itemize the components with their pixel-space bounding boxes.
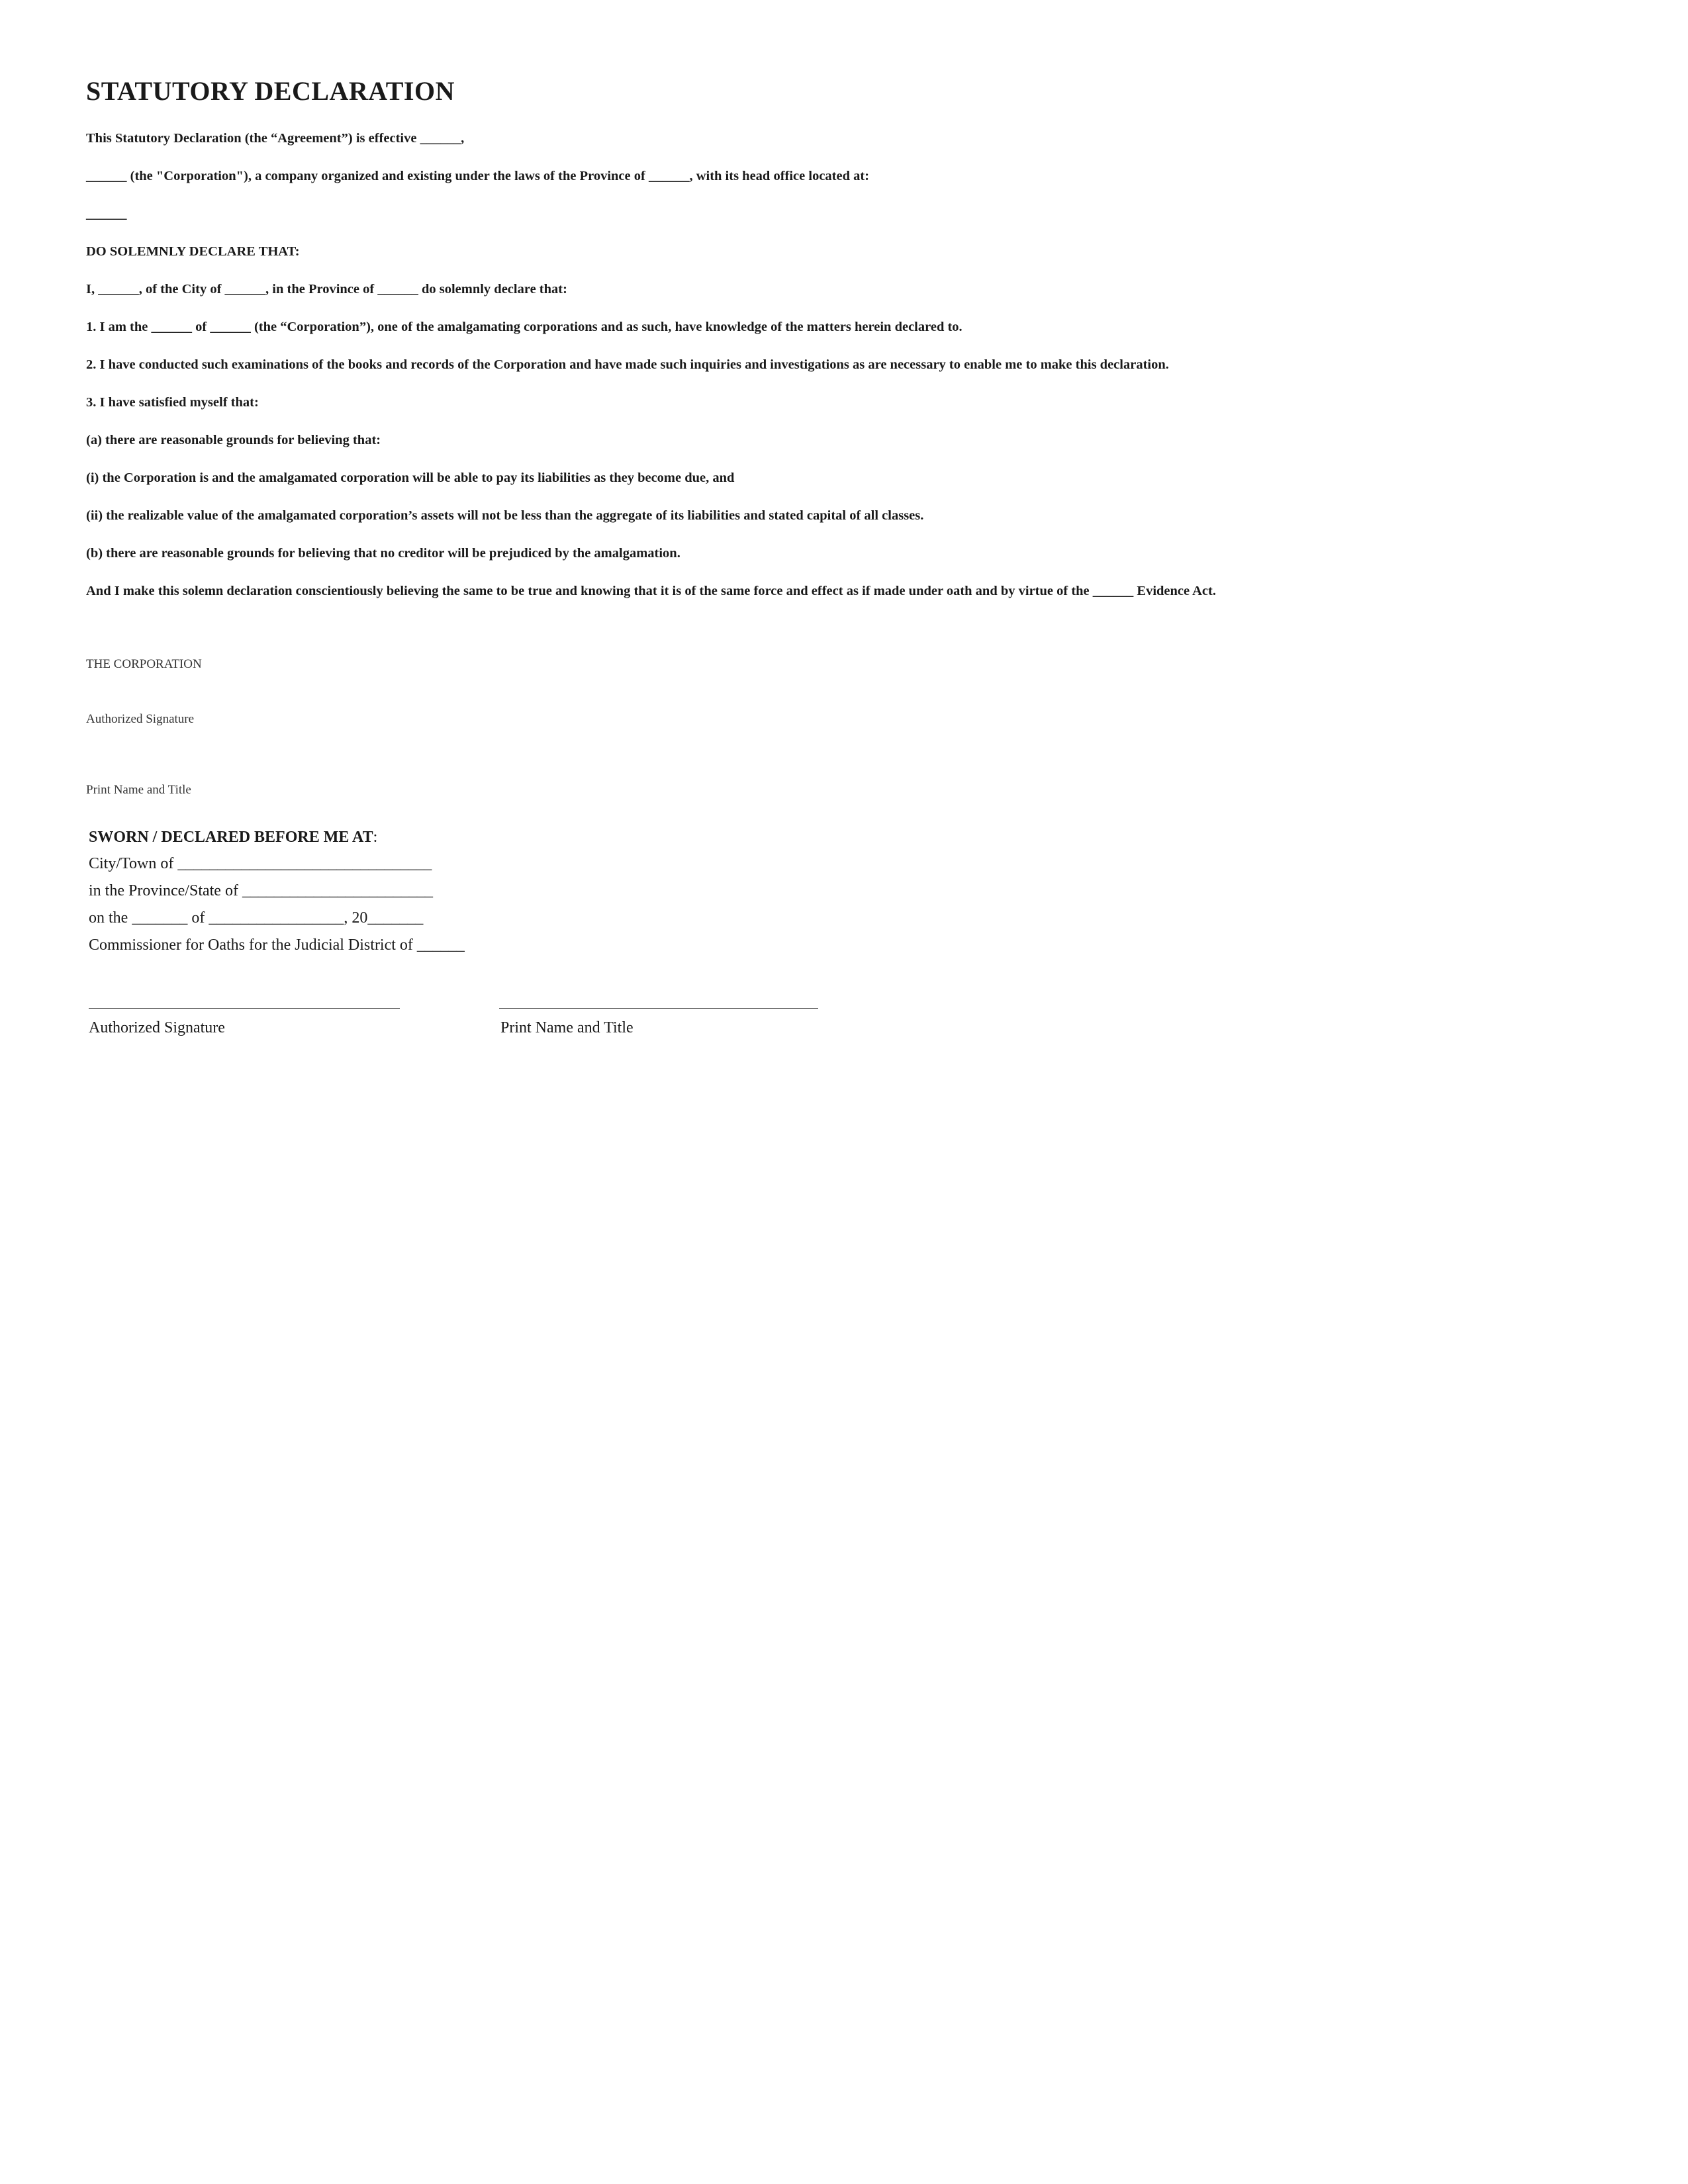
corporation-paragraph: ______ (the "Corporation"), a company organized and existing under the laws of the Province of ______, with its head office located at:: [86, 169, 870, 183]
sworn-name-title-label: Print Name and Title: [500, 1019, 633, 1036]
sworn-commissioner-line: Commissioner for Oaths for the Judicial District of ______: [89, 936, 465, 954]
corporation-name-title-label: Print Name and Title: [86, 783, 191, 797]
sworn-signature-label: Authorized Signature: [89, 1019, 225, 1036]
clause-3a-ii: (ii) the realizable value of the amalgamated corporation’s assets will not be less than the aggregate of its liabilities and stated capital of all classes.: [86, 508, 924, 523]
head-office-blank: ______: [86, 206, 127, 221]
solemn-declaration-paragraph: And I make this solemn declaration conscientiously believing the same to be true and knowing that it is of the same force and effect as if made under oath and by virtue of the ______ Evidence Act.: [86, 584, 1216, 598]
signature-rule: [89, 1008, 400, 1009]
clause-2: 2. I have conducted such examinations of the books and records of the Corporation and have made such inquiries and investigations as are necessary to enable me to make this declaration.: [86, 357, 1169, 372]
sworn-province-line: in the Province/State of ________________________: [89, 882, 433, 899]
corporation-heading: THE CORPORATION: [86, 657, 202, 671]
sworn-city-line: City/Town of ________________________________: [89, 855, 432, 872]
clause-3a-i: (i) the Corporation is and the amalgamated corporation will be able to pay its liabilities as they become due, and: [86, 471, 735, 485]
sworn-date-line: on the _______ of _________________, 20_______: [89, 909, 424, 927]
clause-1: 1. I am the ______ of ______ (the “Corporation”), one of the amalgamating corporations and as such, have knowledge of the matters herein declared to.: [86, 320, 962, 334]
sworn-heading-text: SWORN / DECLARED BEFORE ME AT: [89, 829, 373, 846]
declare-heading: DO SOLEMNLY DECLARE THAT:: [86, 244, 300, 259]
clause-3b: (b) there are reasonable grounds for believing that no creditor will be prejudiced by the amalgamation.: [86, 546, 680, 561]
name-title-rule: [499, 1008, 818, 1009]
effective-date-paragraph: This Statutory Declaration (the “Agreement”) is effective ______,: [86, 131, 465, 146]
sworn-heading-colon: :: [373, 829, 378, 846]
corporation-signature-label: Authorized Signature: [86, 712, 195, 726]
sworn-heading: [89, 829, 377, 846]
clause-3: 3. I have satisfied myself that:: [86, 395, 259, 410]
document-title: STATUTORY DECLARATION: [86, 76, 455, 106]
declarant-paragraph: I, ______, of the City of ______, in the Province of ______ do solemnly declare that:: [86, 282, 567, 296]
clause-3a: (a) there are reasonable grounds for believing that:: [86, 433, 381, 447]
